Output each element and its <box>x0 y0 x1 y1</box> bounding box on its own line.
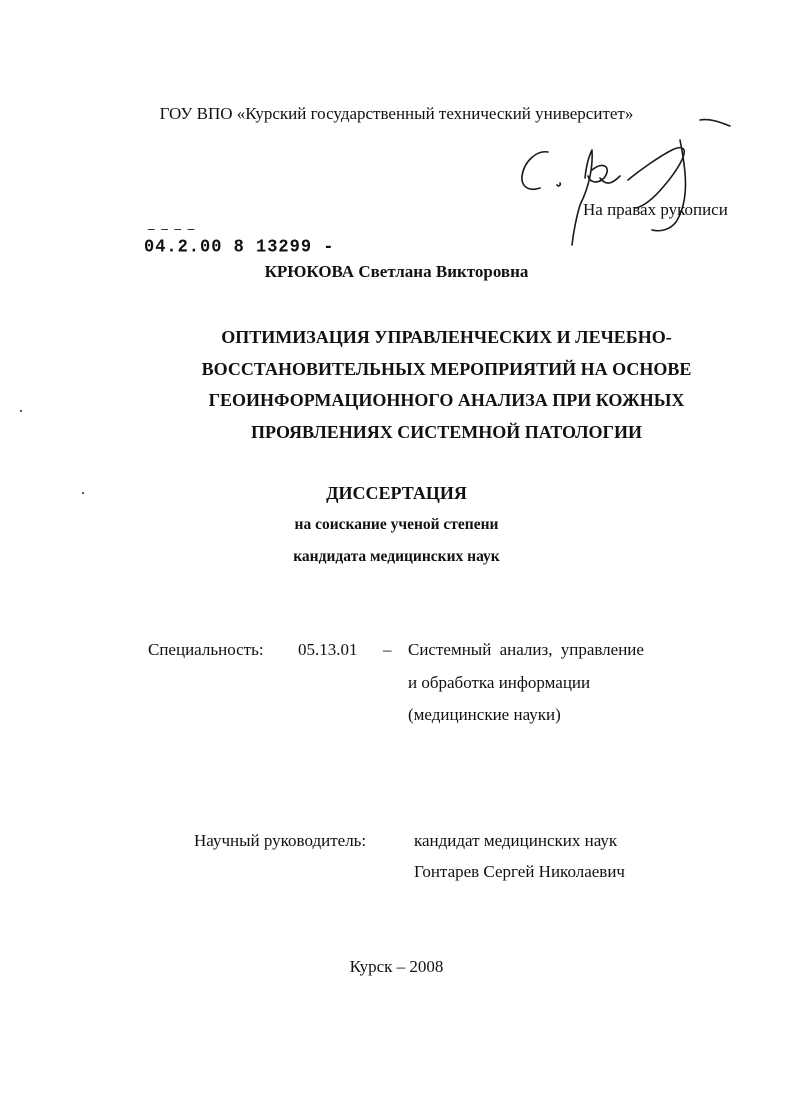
document-type: ДИССЕРТАЦИЯ <box>326 483 467 503</box>
specialty-label: Специальность: <box>148 640 264 659</box>
handwritten-signature-icon <box>0 0 793 300</box>
registration-stamp: 04.2.00 8 13299 - <box>144 237 335 258</box>
specialty-line-2: и обработка информации <box>408 673 591 692</box>
scan-speck <box>82 492 84 494</box>
specialty-code: 05.13.01 <box>298 640 358 659</box>
dissertation-title <box>170 322 723 448</box>
scan-speck <box>20 410 22 412</box>
supervisor-degree: кандидат медицинских наук <box>414 831 618 850</box>
city-year: Курск – 2008 <box>349 957 444 976</box>
supervisor-name: Гонтарев Сергей Николаевич <box>414 862 625 881</box>
title-line: ПРОЯВЛЕНИЯХ СИСТЕМНОЙ ПАТОЛОГИИ <box>251 421 642 442</box>
title-line: ВОССТАНОВИТЕЛЬНЫХ МЕРОПРИЯТИЙ НА ОСНОВЕ <box>201 358 692 379</box>
degree-line-2: кандидата медицинских наук <box>293 548 500 565</box>
author-name: КРЮКОВА Светлана Викторовна <box>264 262 529 281</box>
institution-name: ГОУ ВПО «Курский государственный технический университет» <box>159 104 634 123</box>
supervisor-label: Научный руководитель: <box>194 831 367 850</box>
degree-line-1: на соискание ученой степени <box>294 516 499 533</box>
title-line: ГЕОИНФОРМАЦИОННОГО АНАЛИЗА ПРИ КОЖНЫХ <box>208 390 685 410</box>
title-line: ОПТИМИЗАЦИЯ УПРАВЛЕНЧЕСКИХ И ЛЕЧЕБНО- <box>221 327 672 347</box>
specialty-line-1: Системный анализ, управление <box>408 640 644 659</box>
stamp-marks: ـ ـ ـ ـ <box>148 222 195 234</box>
specialty-dash: – <box>383 640 392 659</box>
manuscript-note: На правах рукописи <box>583 200 728 219</box>
specialty-line-3: (медицинские науки) <box>408 705 561 724</box>
